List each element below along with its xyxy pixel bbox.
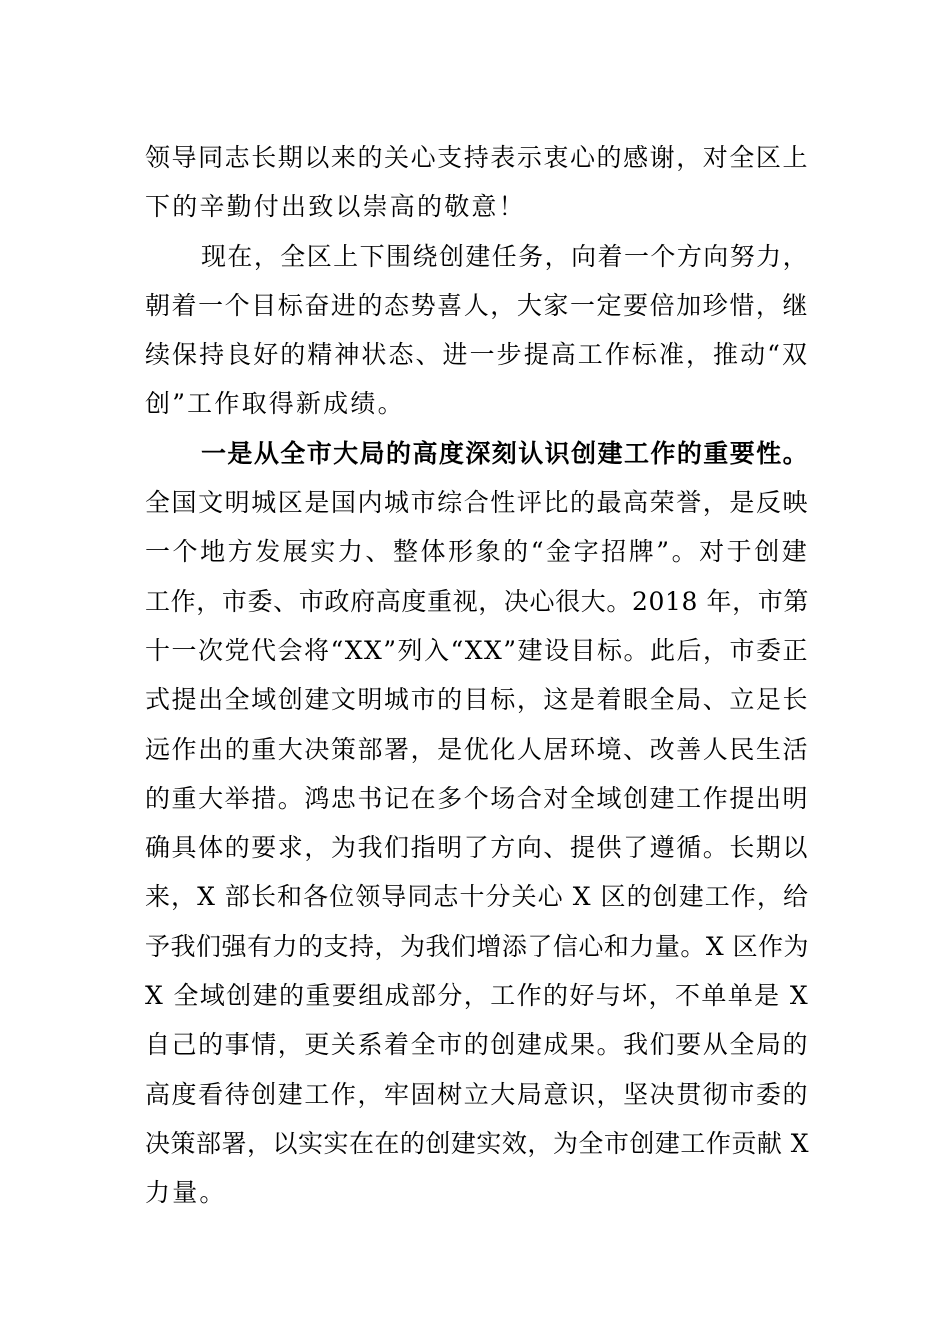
text-line: 决策部署，以实实在在的创建实效，为全市创建工作贡献 X — [145, 1128, 809, 1158]
text-line: 工作，市委、市政府高度重视，决心很大。2018 年，市第 — [145, 586, 809, 616]
text-line: 下的辛勤付出致以崇高的敬意！ — [145, 192, 526, 222]
text-line: 来，X 部长和各位领导同志十分关心 X 区的创建工作，给 — [145, 882, 809, 912]
text-line: 十一次党代会将“XX”列入“XX”建设目标。此后，市委正 — [145, 635, 809, 665]
text-line: 高度看待创建工作，牢固树立大局意识，坚决贯彻市委的 — [145, 1079, 809, 1109]
text-line: 的重大举措。鸿忠书记在多个场合对全域创建工作提出明 — [145, 783, 809, 813]
text-line: 续保持良好的精神状态、进一步提高工作标准，推动“双 — [145, 340, 809, 370]
text-line: 力量。 — [145, 1178, 227, 1208]
text-line: 远作出的重大决策部署，是优化人居环境、改善人民生活 — [145, 734, 809, 764]
text-line: 一个地方发展实力、整体形象的“金字招牌”。对于创建 — [145, 537, 809, 567]
text-line: X 全域创建的重要组成部分，工作的好与坏，不单单是 X — [145, 981, 809, 1011]
text-line: 自己的事情，更关系着全市的创建成果。我们要从全局的 — [145, 1030, 809, 1060]
paragraph-first-line: 现在，全区上下围绕创建任务，向着一个方向努力， — [201, 241, 809, 271]
text-line: 全国文明城区是国内城市综合性评比的最高荣誉，是反映 — [145, 488, 809, 518]
text-line: 领导同志长期以来的关心支持表示衷心的感谢，对全区上 — [145, 143, 809, 172]
text-line: 朝着一个目标奋进的态势喜人，大家一定要倍加珍惜，继 — [145, 290, 809, 320]
text-line: 创”工作取得新成绩。 — [145, 389, 405, 419]
text-line: 确具体的要求，为我们指明了方向、提供了遵循。长期以 — [145, 833, 809, 863]
document-body — [145, 133, 809, 1218]
text-line: 式提出全域创建文明城市的目标，这是着眼全局、立足长 — [145, 685, 809, 715]
text-line: 予我们强有力的支持，为我们增添了信心和力量。X 区作为 — [145, 931, 809, 961]
section-heading: 一是从全市大局的高度深刻认识创建工作的重要性。 — [201, 438, 809, 468]
